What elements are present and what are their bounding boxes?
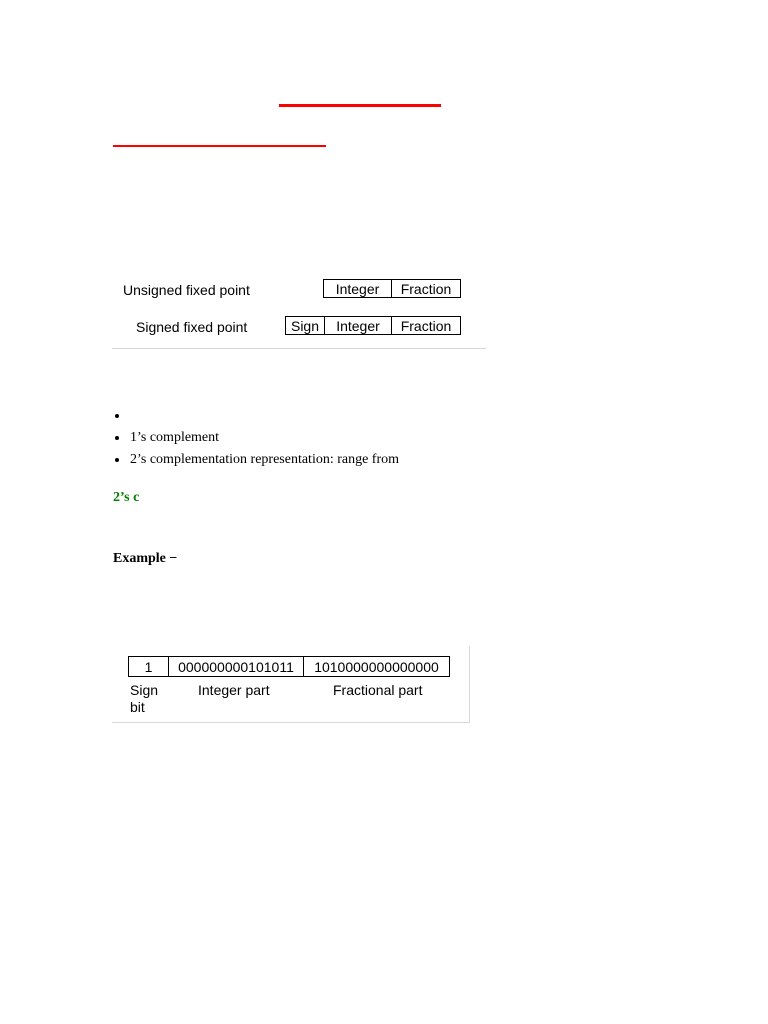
bit-layout-boxes	[128, 656, 450, 677]
fixed-point-format-figure	[112, 272, 486, 349]
integer-part-cell: 000000000101011	[168, 657, 303, 676]
sign-bit-caption-line2: bit	[130, 699, 145, 715]
example-heading: Example −	[113, 551, 178, 566]
example-bit-layout-figure	[112, 646, 470, 723]
signed-fraction-cell: Fraction	[391, 317, 460, 334]
signed-sign-cell: Sign	[290, 317, 320, 334]
unsigned-integer-cell: Integer	[335, 280, 380, 297]
representation-list	[113, 405, 399, 471]
unsigned-fixed-point-label: Unsigned fixed point	[123, 282, 250, 298]
sign-bit-cell: 1	[144, 658, 153, 675]
list-item: 1’s complement	[113, 427, 399, 449]
list-item: 2’s complementation representation: range from	[113, 449, 399, 471]
signed-integer-cell: Integer	[324, 317, 391, 334]
sign-bit-caption	[130, 682, 158, 716]
unsigned-format-boxes	[323, 279, 461, 298]
sign-bit-caption-line1: Sign	[130, 682, 159, 698]
list-item	[113, 405, 399, 427]
twos-complement-heading: 2’s c	[113, 490, 140, 505]
heading-underline	[113, 145, 326, 147]
integer-part-caption: Integer part	[198, 682, 270, 698]
fractional-part-cell: 1010000000000000	[303, 657, 449, 676]
fractional-part-caption: Fractional part	[333, 682, 423, 698]
signed-fixed-point-label: Signed fixed point	[136, 319, 248, 335]
unsigned-fraction-cell: Fraction	[391, 280, 460, 297]
signed-format-boxes	[285, 316, 461, 335]
title-underline	[279, 104, 441, 107]
